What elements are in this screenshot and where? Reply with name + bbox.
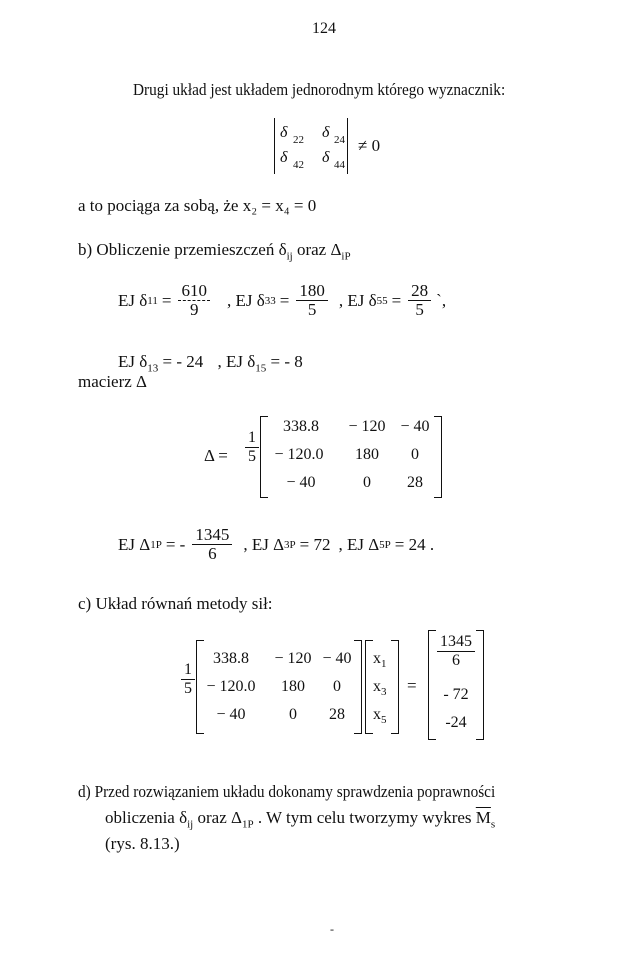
matrix-cell: 180 xyxy=(355,446,379,463)
system-cell: − 40 xyxy=(322,650,352,667)
determinant xyxy=(274,118,356,174)
det-cell-delta: δ xyxy=(322,124,330,141)
section-d-line3: (rys. 8.13.) xyxy=(105,834,180,853)
det-sub-44: 44 xyxy=(334,159,345,171)
det-sub-42: 42 xyxy=(293,159,304,171)
coupling-coefficients-row: EJ $\delta_{13}$ = - 24 , EJ $\delta_{15}$ = - 8 xyxy=(118,352,303,375)
matrix-cell: − 40 xyxy=(400,418,430,435)
fraction-28-5: $\frac{28}{5}$ xyxy=(408,282,431,320)
matrix-cell: − 120.0 xyxy=(274,446,324,463)
rhs-cell: -24 xyxy=(445,714,467,731)
fraction-180-5: $\frac{180}{5}$ xyxy=(296,282,328,320)
matrix-cell: − 120 xyxy=(348,418,386,435)
det-sub-22: 22 xyxy=(293,134,304,146)
conclusion-text: a to pociąga za sobą, że x₂ = x₄ = 0 xyxy=(78,196,317,215)
system-cell: − 120 xyxy=(274,650,312,667)
matrix-cell: 0 xyxy=(363,474,371,491)
rhs-cell: - 72 xyxy=(443,686,469,703)
section-b-heading: b) Obliczenie przemieszczeń $\delta_{ij}$ oraz $\Delta_{iP}$ xyxy=(78,240,351,263)
matrix-lhs: Δ = xyxy=(204,446,228,465)
system-cell: 0 xyxy=(289,706,297,723)
system-equals: = xyxy=(407,676,417,695)
det-cell-delta: δ xyxy=(322,149,330,166)
matrix-delta xyxy=(260,416,442,498)
fraction-610-9: $\frac{610}{9}$ xyxy=(178,282,210,320)
matrix-cell: 0 xyxy=(411,446,419,463)
system-cell: − 40 xyxy=(216,706,246,723)
det-cell-delta: δ xyxy=(280,124,288,141)
section-d-line2: obliczenia $\delta_{ij}$ oraz $\Delta_{1P}$ . W tym celu tworzymy wykres $\overline{M}_s$ xyxy=(105,808,496,831)
system-cell: 0 xyxy=(333,678,341,695)
unknowns-vector: $x_1$ $x_3$ $x_5$ xyxy=(365,640,399,734)
flexibility-coefficients-row: EJ δ 11 = $\frac{610}{9}$ , EJ δ 33 = $\frac{180}{5}$ , EJ δ 55 = $\frac{28}{5}$ `, xyxy=(118,281,447,319)
det-sub-24: 24 xyxy=(334,134,345,146)
rhs-vector: $\frac{1345}{6}$ - 72 -24 xyxy=(428,630,484,740)
matrix-cell: − 40 xyxy=(286,474,316,491)
section-d-line1: d) Przed rozwiązaniem układu dokonamy sprawdzenia poprawności xyxy=(78,782,496,801)
system-cell: 338.8 xyxy=(213,650,249,667)
determinant-relation: ≠ 0 xyxy=(358,136,381,155)
footer-mark: - xyxy=(330,922,334,936)
matrix-cell: 28 xyxy=(407,474,423,491)
intro-text: Drugi układ jest układem jednorodnym którego wyznacznik: xyxy=(133,80,506,99)
system-coefficient: $\frac{1}{5}$ xyxy=(178,662,198,697)
system-cell: − 120.0 xyxy=(206,678,256,695)
matrix-label: macierz Δ xyxy=(78,372,147,391)
page-number: 124 xyxy=(312,20,336,37)
det-cell-delta: δ xyxy=(280,149,288,166)
system-matrix xyxy=(196,640,362,734)
matrix-coefficient: $\frac{1}{5}$ xyxy=(242,430,262,465)
fraction-1345-6: $\frac{1345}{6}$ xyxy=(192,526,232,564)
system-cell: 28 xyxy=(329,706,345,723)
load-terms-row: EJ Δ 1P = - $\frac{1345}{6}$ , EJ Δ 3P = 72 , EJ Δ 5P = 24 . xyxy=(118,525,435,563)
section-c-heading: c) Układ równań metody sił: xyxy=(78,594,273,613)
matrix-cell: 338.8 xyxy=(283,418,319,435)
system-cell: 180 xyxy=(281,678,305,695)
